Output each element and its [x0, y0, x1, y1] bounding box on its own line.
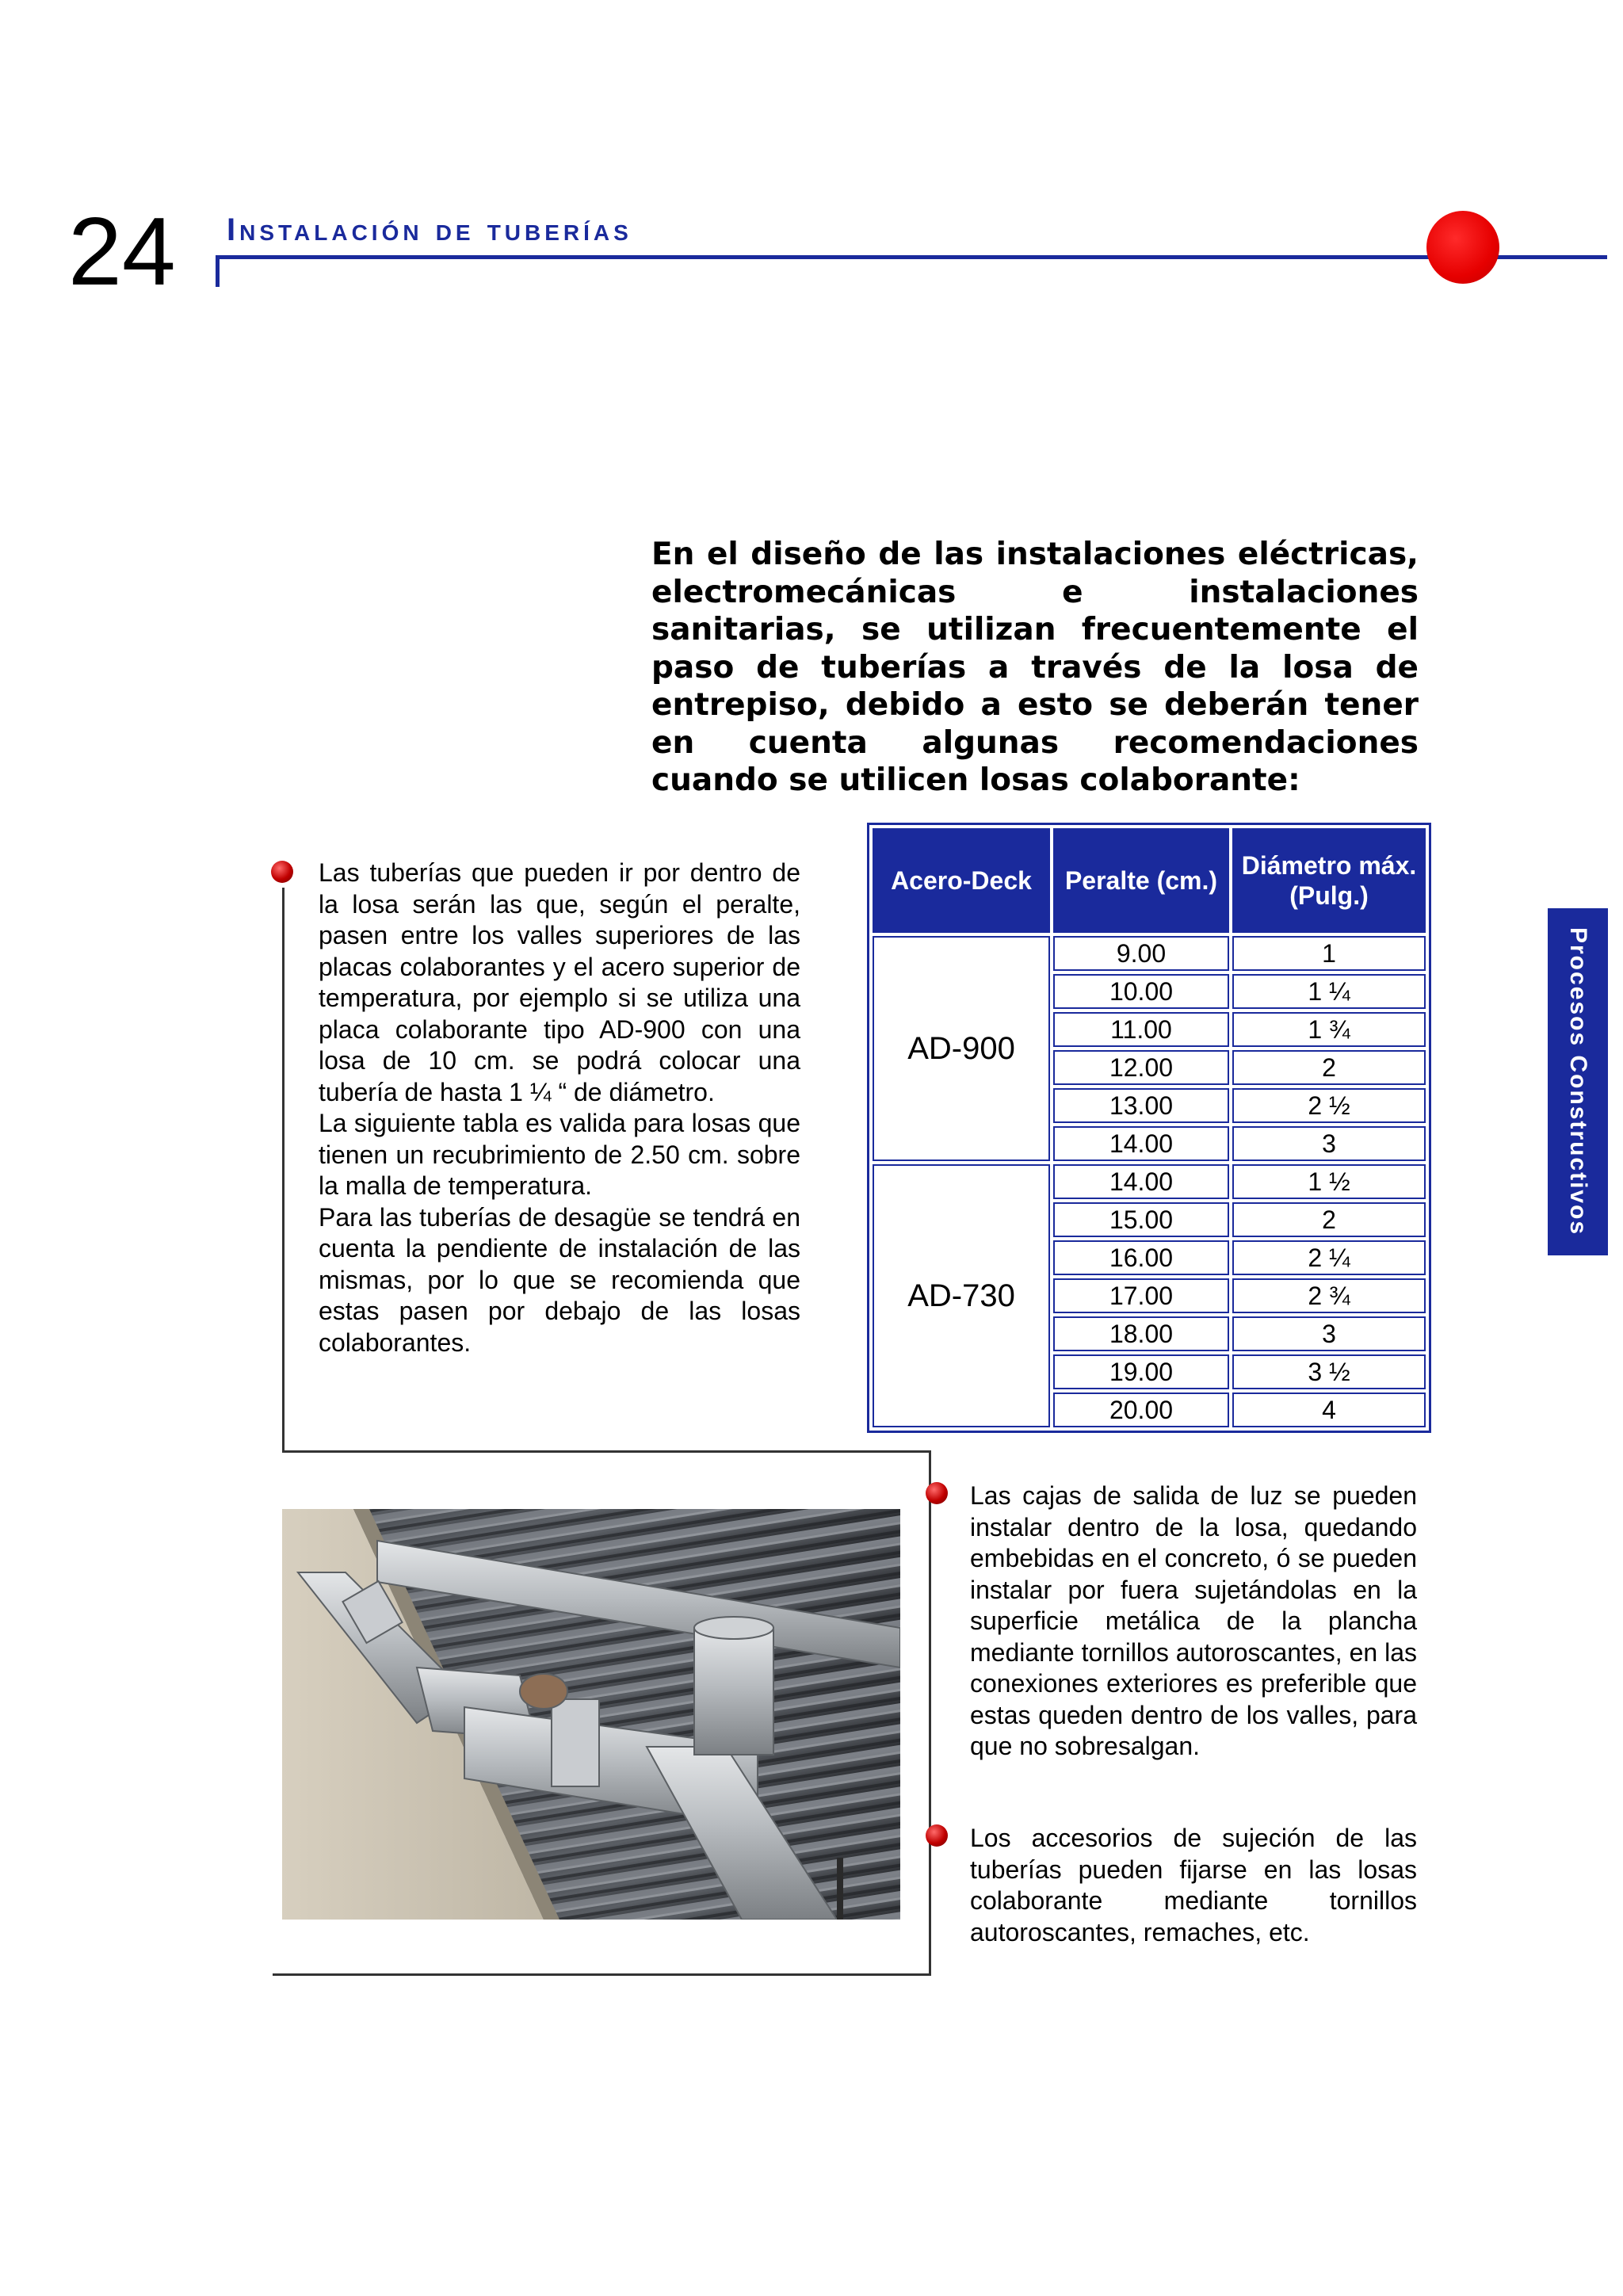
right-bracket-line	[929, 1450, 931, 1975]
connector-line	[282, 1450, 930, 1453]
peralte-cell: 11.00	[1053, 1012, 1229, 1047]
bullet-icon	[926, 1824, 948, 1847]
diametro-cell: 3	[1232, 1126, 1426, 1161]
section-title: Instalación de tuberías	[227, 212, 632, 247]
diametro-cell: 2 ½	[1232, 1088, 1426, 1123]
left-paragraph-2: La siguiente tabla es valida para losas que tienen un recubrimiento de 2.50 cm. sobre la malla de temperatura.	[319, 1109, 800, 1200]
bullet-icon	[271, 861, 293, 883]
header-acero-deck: Acero-Deck	[873, 828, 1050, 933]
diametro-cell: 2 ¾	[1232, 1278, 1426, 1313]
diametro-cell: 2	[1232, 1202, 1426, 1237]
diametro-cell: 3	[1232, 1316, 1426, 1351]
diametro-cell: 1	[1232, 936, 1426, 971]
peralte-cell: 13.00	[1053, 1088, 1229, 1123]
header-rule-tick	[216, 255, 220, 287]
right-bullet-text-1: Las cajas de salida de luz se pueden instalar dentro de la losa, quedando embebidas en el concreto, ó se pueden instalar por fuera sujetándolas en la superficie metálica de la plancha mediante tornillos autoroscantes, en las conexiones exteriores es preferible que estas queden dentro de los valles, para que no sobresalgan.	[970, 1481, 1417, 1760]
peralte-cell: 14.00	[1053, 1126, 1229, 1161]
left-paragraph-3: Para las tuberías de desagüe se tendrá en cuenta la pendiente de instalación de las mismas, por lo que se recomienda que estas pasen por debajo de las losas colaborantes.	[319, 1202, 800, 1357]
side-tab	[1548, 908, 1608, 1255]
diametro-cell: 1 ¼	[1232, 974, 1426, 1009]
peralte-cell: 15.00	[1053, 1202, 1229, 1237]
diametro-cell: 2 ¼	[1232, 1240, 1426, 1275]
peralte-cell: 18.00	[1053, 1316, 1229, 1351]
bullet-icon	[926, 1482, 948, 1504]
table-row	[873, 1164, 1426, 1199]
side-tab-label: Procesos Constructivos	[1565, 927, 1591, 1236]
intro-paragraph: En el diseño de las instalaciones eléctricas, electromecánicas e instalaciones sanitarias, se utilizan frecuentemente el paso de tuberías a través de la losa de entrepiso, debido a esto se deberán tener en cuenta algunas recomendaciones cuando se utilicen losas colaborante:	[651, 537, 1419, 798]
specs-table	[867, 823, 1431, 1433]
diametro-cell: 4	[1232, 1392, 1426, 1427]
left-paragraph-1: Las tuberías que pueden ir por dentro de la losa serán las que, según el peralte, pasen entre los valles superiores de las placas colaborantes y el acero superior de temperatura, por ejemplo si se utiliza una placa colaborante tipo AD-900 con una losa de 10 cm. se podrá colocar una tubería de hasta 1 ¼ “ de diámetro.	[319, 858, 800, 1106]
peralte-cell: 19.00	[1053, 1354, 1229, 1389]
peralte-cell: 10.00	[1053, 974, 1229, 1009]
table-header-row	[873, 828, 1426, 933]
diametro-cell: 1 ¾	[1232, 1012, 1426, 1047]
left-bracket-line	[282, 888, 285, 1452]
table-row	[873, 936, 1426, 971]
model-cell: AD-900	[873, 936, 1050, 1161]
pipes-photo	[282, 1509, 900, 1920]
header-diametro: Diámetro máx. (Pulg.)	[1232, 828, 1426, 933]
diametro-cell: 1 ½	[1232, 1164, 1426, 1199]
model-cell: AD-730	[873, 1164, 1050, 1427]
peralte-cell: 17.00	[1053, 1278, 1229, 1313]
peralte-cell: 12.00	[1053, 1050, 1229, 1085]
diametro-cell: 3 ½	[1232, 1354, 1426, 1389]
left-bullet-text	[319, 858, 800, 1358]
peralte-cell: 14.00	[1053, 1164, 1229, 1199]
peralte-cell: 9.00	[1053, 936, 1229, 971]
page-number: 24	[68, 197, 176, 305]
diametro-cell: 2	[1232, 1050, 1426, 1085]
bottom-connector-line	[273, 1973, 931, 1976]
peralte-cell: 16.00	[1053, 1240, 1229, 1275]
right-bullet-text-2: Los accesorios de sujeción de las tuberías pueden fijarse en las losas colaborante mediante tornillos autoroscantes, remaches, etc.	[970, 1824, 1417, 1946]
red-dot-icon	[1426, 211, 1499, 284]
header-rule	[216, 255, 1607, 259]
header-peralte: Peralte (cm.)	[1053, 828, 1229, 933]
peralte-cell: 20.00	[1053, 1392, 1229, 1427]
